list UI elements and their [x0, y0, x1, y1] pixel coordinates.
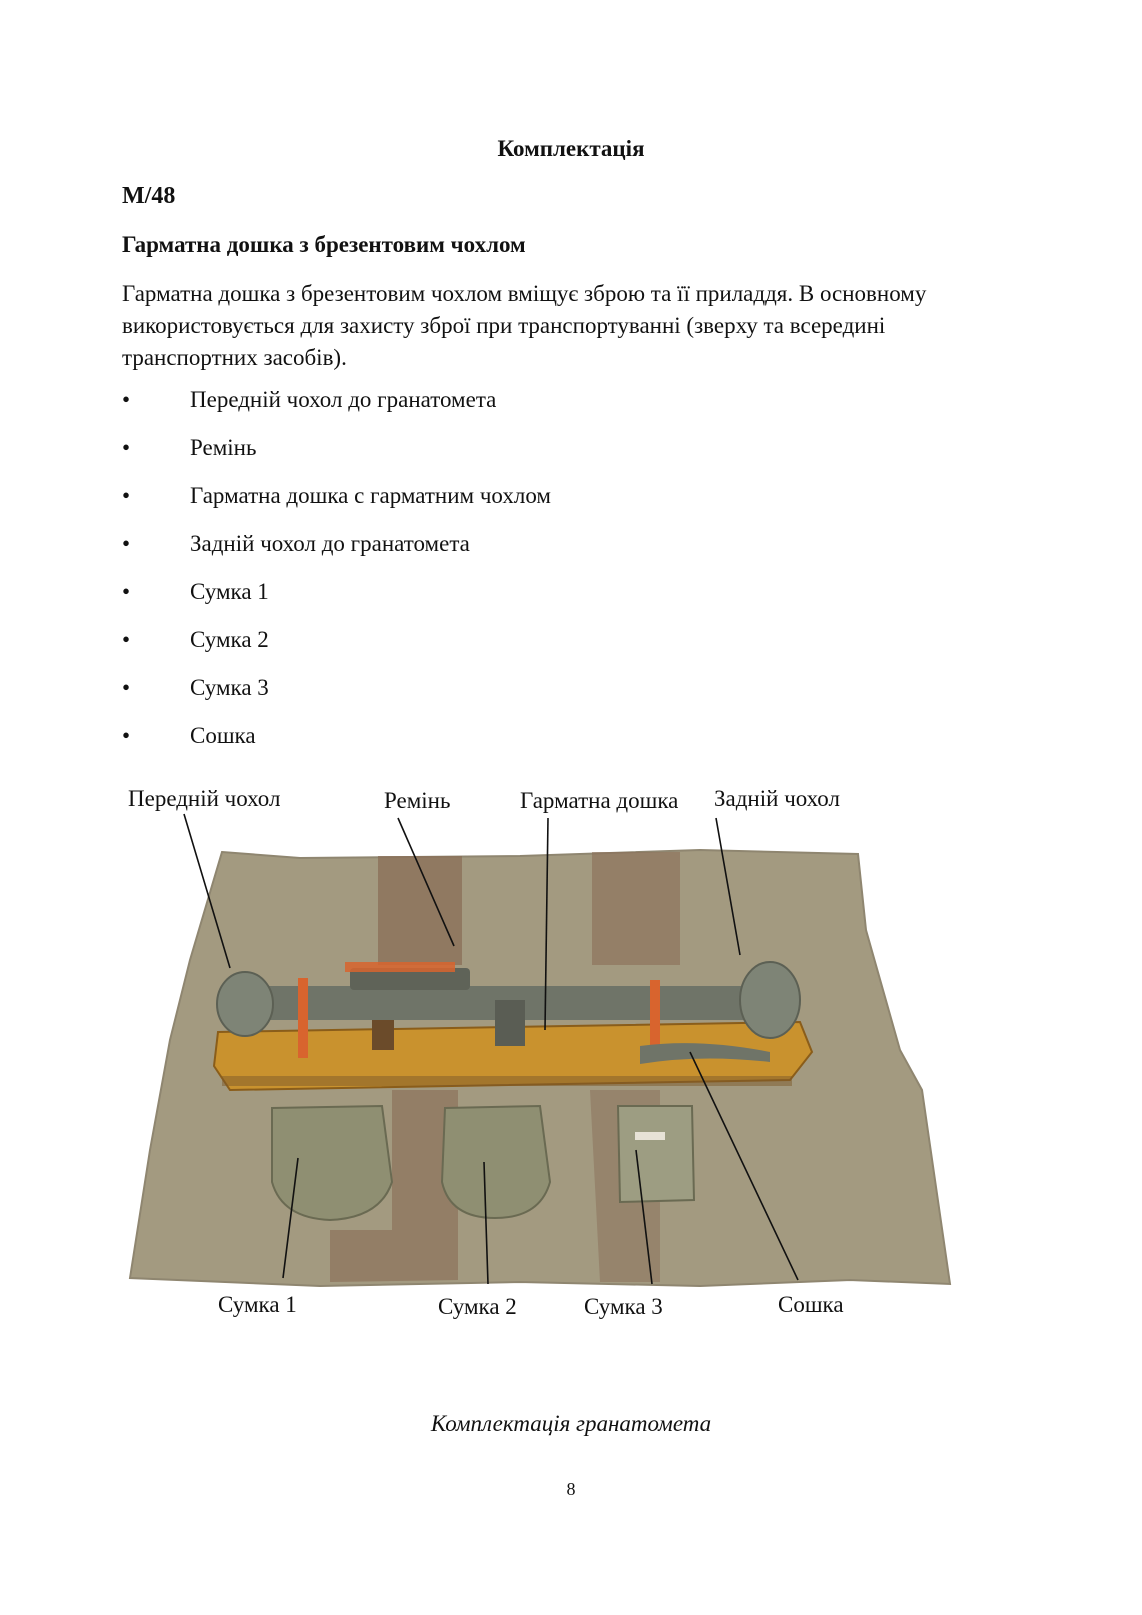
list-item-text: Сумка 3 [190, 675, 269, 700]
rear-cover [740, 962, 800, 1038]
section-title: Комплектація [497, 136, 645, 161]
label-bag-3: Сумка 3 [584, 1294, 663, 1319]
weapon-grip [372, 1020, 394, 1050]
figure-caption: Комплектація гранатомета [430, 1411, 712, 1436]
list-item-text: Задній чохол до гранатомета [190, 531, 470, 556]
bullet: • [122, 483, 131, 508]
list-item-text: Сумка 2 [190, 627, 269, 652]
label-bipod: Сошка [778, 1292, 844, 1317]
label-bag-1: Сумка 1 [218, 1292, 297, 1317]
label-gun-board: Гарматна дошка [520, 788, 679, 813]
bag-3-tag [635, 1132, 665, 1140]
list-item-text: Передній чохол до гранатомета [190, 387, 497, 412]
bullet: • [122, 579, 131, 604]
equipment-photo [0, 790, 1142, 1350]
orange-strap [650, 980, 660, 1050]
bullet: • [122, 435, 131, 460]
bag-3 [618, 1106, 694, 1202]
page-number: 8 [566, 1479, 576, 1499]
list-item-text: Сошка [190, 723, 256, 748]
model-heading: М/48 [122, 183, 176, 209]
board-shadow [222, 1076, 792, 1086]
label-rear-cover: Задній чохол [714, 786, 840, 811]
orange-strap [345, 962, 455, 972]
label-front-cover: Передній чохол [128, 786, 281, 811]
front-cover [217, 972, 273, 1036]
bullet: • [122, 723, 131, 748]
canvas-strip [592, 852, 680, 965]
bag-2 [442, 1106, 550, 1218]
equipment-figure [0, 786, 1142, 1350]
list-item-text: Сумка 1 [190, 579, 269, 604]
bullet: • [122, 627, 131, 652]
label-strap: Ремінь [384, 788, 451, 813]
description-paragraph: Гарматна дошка з брезентовим чохлом вміщує зброю та її приладдя. В основному використовується для захисту зброї при транспортуванні (зверху та всередині транспортних засобів). [122, 281, 927, 370]
list-item-text: Ремінь [190, 435, 257, 460]
list-item-text: Гарматна дошка с гарматним чохлом [190, 483, 551, 508]
canvas-strip [378, 856, 462, 965]
label-bag-2: Сумка 2 [438, 1294, 517, 1319]
subheading: Гарматна дошка з брезентовим чохлом [122, 232, 526, 257]
weapon-grip [495, 1000, 525, 1046]
bullet: • [122, 387, 131, 412]
orange-strap [298, 978, 308, 1058]
bullet: • [122, 531, 131, 556]
bag-1 [272, 1106, 392, 1220]
bullet: • [122, 675, 131, 700]
